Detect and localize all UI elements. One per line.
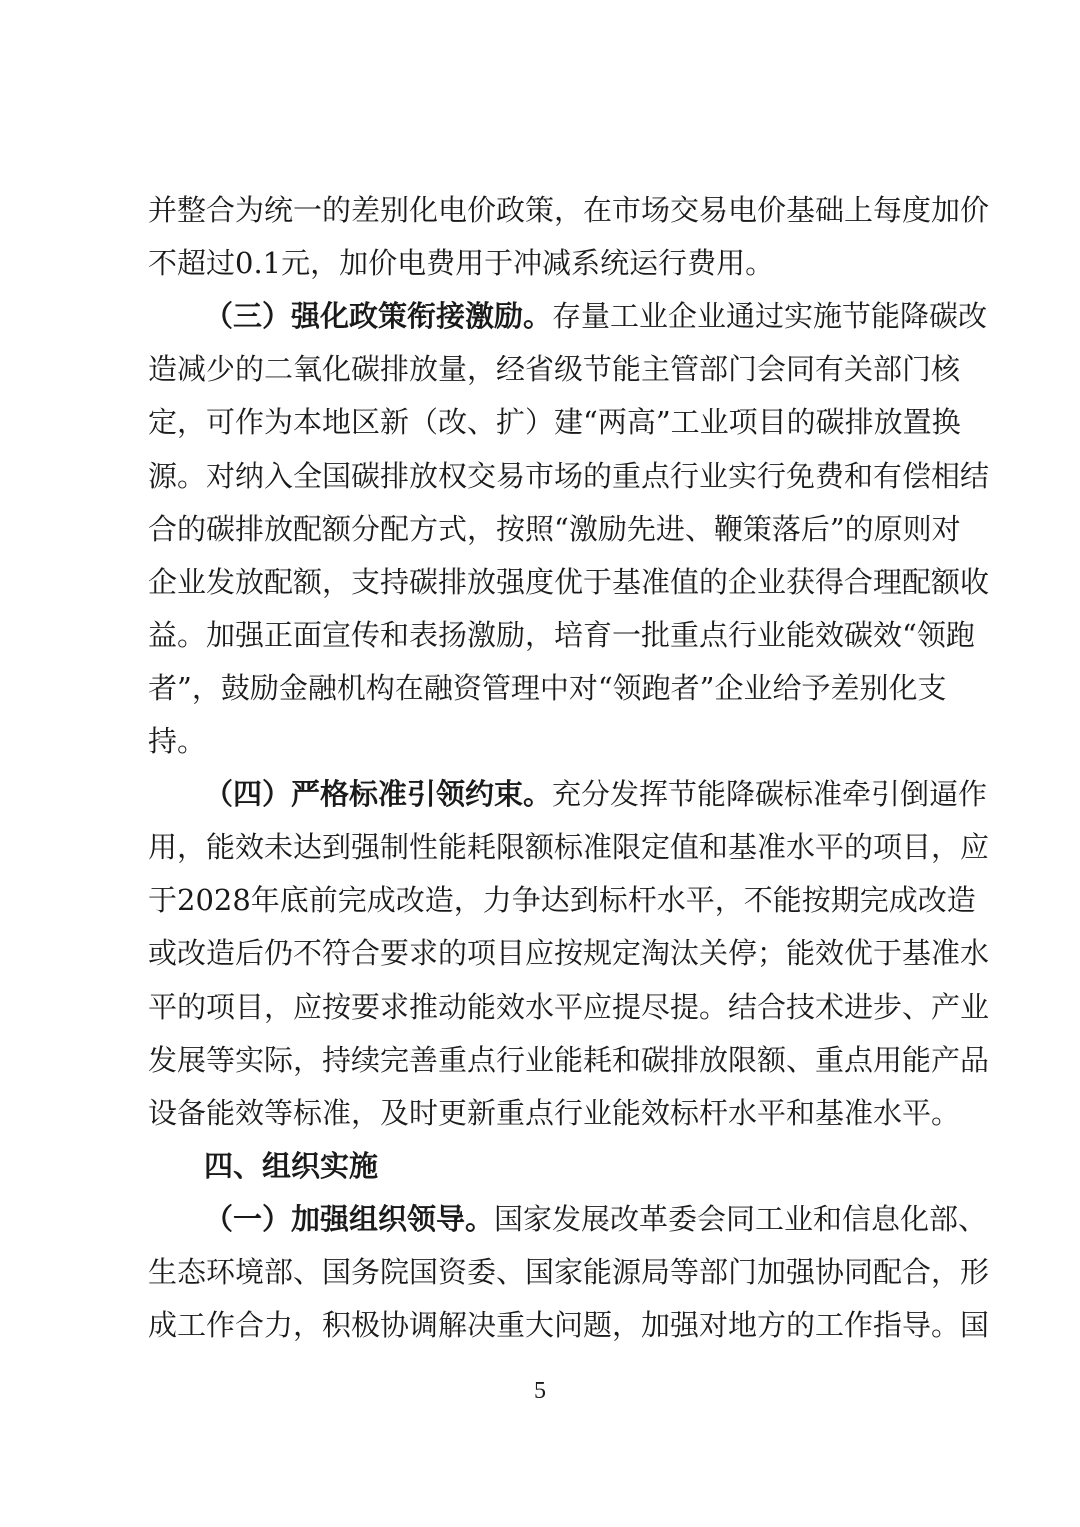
paragraph-line: 或改造后仍不符合要求的项目应按规定淘汰关停；能效优于基准水 xyxy=(148,936,990,970)
paragraph-line: 定，可作为本地区新（改、扩）建“两高”工业项目的碳排放置换 xyxy=(148,405,961,439)
paragraph-lead: （一）加强组织领导。 xyxy=(204,1202,495,1236)
paragraph-line: 益。加强正面宣传和表扬激励，培育一批重点行业能效碳效“领跑 xyxy=(148,618,975,652)
paragraph-line: 者”，鼓励金融机构在融资管理中对“领跑者”企业给予差别化支 xyxy=(148,671,947,705)
paragraph-last-line: 不超过0.1元，加价电费用于冲减系统运行费用。 xyxy=(148,246,775,280)
paragraph-line: 发展等实际，持续完善重点行业能耗和碳排放限额、重点用能产品 xyxy=(148,1043,990,1077)
section-heading: 四、组织实施 xyxy=(204,1149,379,1183)
paragraph-line: 合的碳排放配额分配方式，按照“激励先进、鞭策落后”的原则对 xyxy=(148,512,961,546)
paragraph-line: 成工作合力，积极协调解决重大问题，加强对地方的工作指导。国 xyxy=(148,1308,990,1342)
paragraph-line: 生态环境部、国务院国资委、国家能源局等部门加强协同配合，形 xyxy=(148,1255,990,1289)
paragraph-lead: （三）强化政策衔接激励。 xyxy=(204,299,553,333)
paragraph-line: 用，能效未达到强制性能耗限额标准限定值和基准水平的项目，应 xyxy=(148,830,990,864)
paragraph-first-line xyxy=(204,774,988,814)
paragraph-lead: （四）严格标准引领约束。 xyxy=(204,777,553,811)
paragraph-text: 充分发挥节能降碳标准牵引倒逼作 xyxy=(552,777,988,811)
paragraph-text: 国家发展改革委会同工业和信息化部、 xyxy=(494,1202,988,1236)
paragraph-line: 于2028年底前完成改造，力争达到标杆水平，不能按期完成改造 xyxy=(148,883,976,917)
paragraph-last-line: 设备能效等标准，及时更新重点行业能效标杆水平和基准水平。 xyxy=(148,1096,961,1130)
paragraph-first-line xyxy=(204,296,988,336)
paragraph-text: 存量工业企业通过实施节能降碳改 xyxy=(552,299,988,333)
paragraph-line: 并整合为统一的差别化电价政策，在市场交易电价基础上每度加价 xyxy=(148,193,990,227)
paragraph-line: 平的项目，应按要求推动能效水平应提尽提。结合技术进步、产业 xyxy=(148,990,990,1024)
paragraph-line: 造减少的二氧化碳排放量，经省级节能主管部门会同有关部门核 xyxy=(148,352,961,386)
paragraph-last-line: 持。 xyxy=(148,724,207,758)
paragraph-line: 源。对纳入全国碳排放权交易市场的重点行业实行免费和有偿相结 xyxy=(148,459,990,493)
paragraph-first-line xyxy=(204,1199,988,1239)
paragraph-line: 企业发放配额，支持碳排放强度优于基准值的企业获得合理配额收 xyxy=(148,565,990,599)
page-number: 5 xyxy=(534,1378,546,1404)
